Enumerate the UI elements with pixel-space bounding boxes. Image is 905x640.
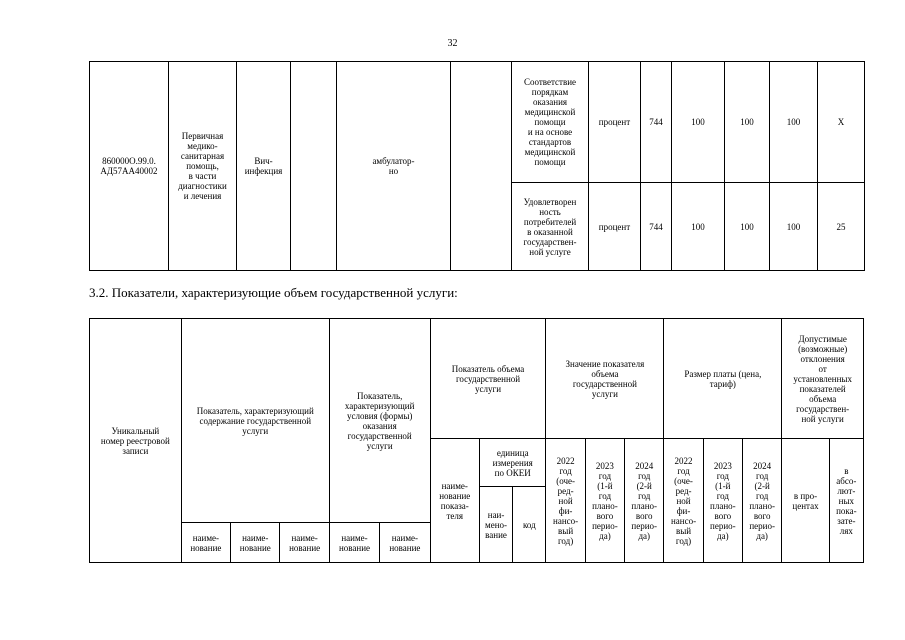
- page-number: 32: [447, 38, 458, 49]
- unit-code: 744: [641, 183, 672, 271]
- unit-name: процент: [589, 183, 641, 271]
- okei-unit-header: единица измерения по ОКЕИ: [479, 439, 546, 487]
- value-2024: 100: [770, 183, 818, 271]
- indicator-value-header: Значение показателя объема государственной услуги: [546, 319, 664, 439]
- okei-code-header: код: [513, 487, 546, 563]
- quality-indicator-name: Удовлетворен ность потребителей в оказанной государствен- ной услуге: [512, 183, 589, 271]
- condition-name-header: наиме- нование: [380, 523, 430, 563]
- value-2023: 100: [725, 62, 770, 183]
- condition-indicator-2-cell: [451, 62, 512, 271]
- deviation-absolute-header: в абсо- лют- ных пока- зате- лях: [829, 439, 863, 563]
- deviation-percent: 25: [818, 183, 865, 271]
- volume-indicators-table: [89, 318, 864, 563]
- content-indicator-2-cell: Вич- инфекция: [237, 62, 291, 271]
- value-2023-header: 2023 год (1-й год плано- вого перио- да): [585, 439, 624, 563]
- section-heading: 3.2. Показатели, характеризующие объем государственной услуги:: [89, 285, 458, 300]
- condition-indicator-1-cell: амбулатор- но: [337, 62, 451, 271]
- fee-2024-header: 2024 год (2-й год плано- вого перио- да): [742, 439, 781, 563]
- fee-header: Размер платы (цена, тариф): [664, 319, 782, 439]
- fee-2022-header: 2022 год (оче- ред- ной фи- нансо- вый год): [664, 439, 703, 563]
- value-2024: 100: [770, 62, 818, 183]
- value-2022: 100: [672, 62, 725, 183]
- quality-indicator-name: Соответствие порядкам оказания медицинской помощи и на основе стандартов медицинской помощи: [512, 62, 589, 183]
- deviation-header: Допустимые (возможные) отклонения от установленных показателей объема государствен- ной услуги: [782, 319, 864, 439]
- fee-2023-header: 2023 год (1-й год плано- вого перио- да): [703, 439, 742, 563]
- content-indicator-header: Показатель, характеризующий содержание государственной услуги: [181, 319, 329, 523]
- quality-indicators-table: [89, 61, 865, 271]
- condition-indicator-header: Показатель, характеризующий условия (формы) оказания государственной услуги: [329, 319, 430, 523]
- okei-name-header: наи- мено- вание: [479, 487, 512, 563]
- content-indicator-1-cell: Первичная медико- санитарная помощь, в части диагностики и лечения: [169, 62, 237, 271]
- deviation-percent-header: в про- центах: [782, 439, 829, 563]
- content-name-header: наиме- нование: [181, 523, 230, 563]
- condition-name-header: наиме- нование: [329, 523, 379, 563]
- value-2022: 100: [672, 183, 725, 271]
- deviation-percent: X: [818, 62, 865, 183]
- unit-name: процент: [589, 62, 641, 183]
- volume-indicator-header: Показатель объема государственной услуги: [430, 319, 546, 439]
- registry-number-cell: 860000О.99.0. АД57АА40002: [90, 62, 169, 271]
- value-2023: 100: [725, 183, 770, 271]
- content-name-header: наиме- нование: [280, 523, 329, 563]
- value-2022-header: 2022 год (оче- ред- ной фи- нансо- вый год): [546, 439, 585, 563]
- unique-number-header: Уникальный номер реестровой записи: [90, 319, 182, 563]
- indicator-name-header: наиме- нование показа- теля: [430, 439, 479, 563]
- unit-code: 744: [641, 62, 672, 183]
- content-name-header: наиме- нование: [231, 523, 280, 563]
- content-indicator-3-cell: [291, 62, 337, 271]
- value-2024-header: 2024 год (2-й год плано- вого перио- да): [625, 439, 664, 563]
